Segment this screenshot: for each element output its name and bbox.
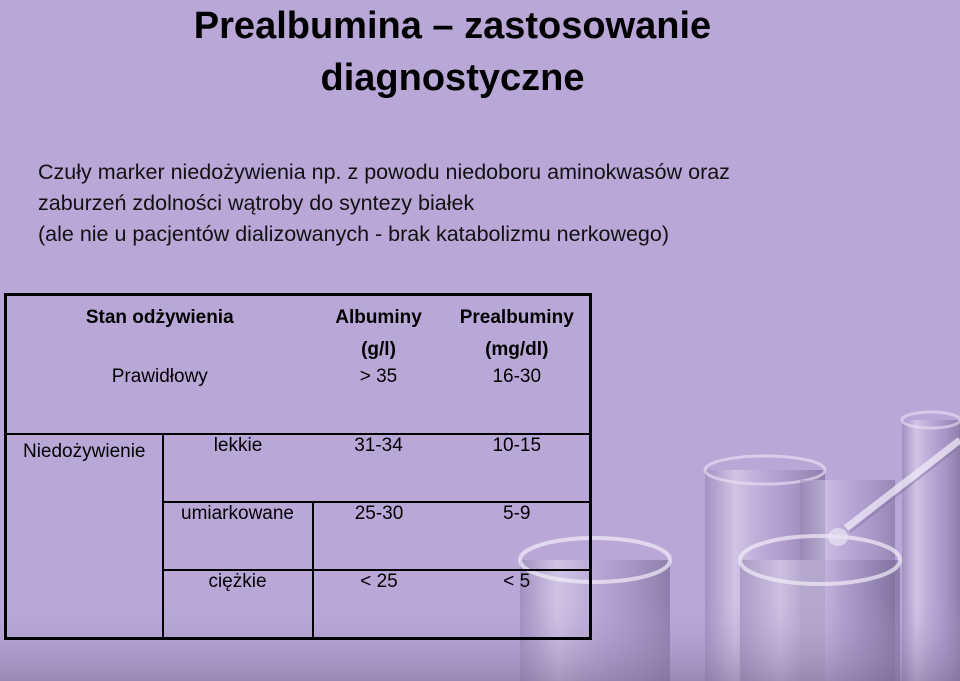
- mild-prealbumin: 10-15: [445, 434, 591, 502]
- header-nutrition-status-label: Stan odżywienia: [85, 307, 234, 328]
- mild-albumin: 31-34: [313, 434, 445, 502]
- slide-title-line-2: diagnostyczne: [320, 57, 585, 99]
- header-albumin-label: Albuminy: [335, 307, 422, 328]
- moderate-severity: umiarkowane: [163, 502, 313, 570]
- normal-prealbumin: 16-30: [492, 366, 542, 387]
- header-albumin: [313, 295, 445, 367]
- header-prealbumin-unit: (mg/dl): [485, 339, 549, 360]
- slide-title-line-1: Prealbumina – zastosowanie: [193, 5, 712, 47]
- slide-title: [0, 0, 905, 104]
- table-header-row: [6, 295, 591, 367]
- severe-prealbumin: < 5: [445, 570, 591, 638]
- description-text: [38, 157, 938, 250]
- header-prealbumin: [445, 295, 591, 367]
- malnutrition-label: Niedożywienie: [6, 434, 163, 638]
- header-nutrition-status: [6, 295, 313, 367]
- severe-albumin: < 25: [313, 570, 445, 638]
- nutrition-status-table: [4, 293, 592, 640]
- header-albumin-unit: (g/l): [361, 339, 396, 360]
- description-line-2: zaburzeń zdolności wątroby do syntezy białek: [38, 191, 475, 215]
- table-row-mild: [6, 434, 591, 502]
- moderate-prealbumin: 5-9: [445, 502, 591, 570]
- severe-severity: ciężkie: [163, 570, 313, 638]
- moderate-albumin: 25-30: [313, 502, 445, 570]
- description-line-3: (ale nie u pacjentów dializowanych - brak katabolizmu nerkowego): [38, 222, 669, 246]
- header-prealbumin-label: Prealbuminy: [459, 307, 574, 328]
- table-row-normal: [6, 366, 591, 434]
- normal-label: Prawidłowy: [111, 366, 208, 387]
- normal-albumin: > 35: [359, 366, 398, 387]
- description-line-1: Czuły marker niedożywienia np. z powodu niedoboru aminokwasów oraz: [38, 160, 730, 184]
- mild-severity: lekkie: [163, 434, 313, 502]
